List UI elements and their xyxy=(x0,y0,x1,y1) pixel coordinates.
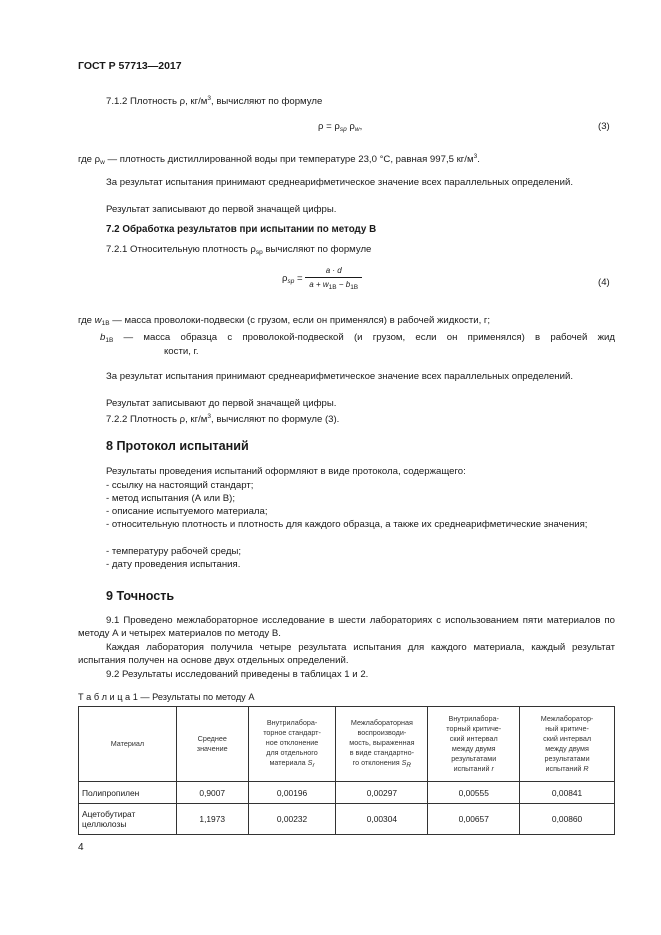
col-header-R: Межлаборатор- ный критиче- ский интервал между двумя результатами испытаний R xyxy=(520,707,615,782)
results-table xyxy=(78,706,615,835)
document-header: ГОСТ Р 57713—2017 xyxy=(78,60,182,72)
table-row xyxy=(79,782,615,804)
where-w1b: где $w_{1B}$ — масса проволоки-подвески (с грузом, если он применялся) в рабочей жидкости, г; xyxy=(78,315,491,327)
page-number: 4 xyxy=(78,842,84,853)
cell-mean: 1,1973 xyxy=(176,804,248,835)
result-paragraph-4: Результат записывают до первой значащей цифры. xyxy=(106,398,337,409)
col-header-sr: Внутрилабора- торное стандарт- ное отклонение для отдельного материала $S_r$ xyxy=(248,707,336,782)
protocol-item-2: - метод испытания (А или В); xyxy=(106,493,236,504)
cell-SR: 0,00304 xyxy=(336,804,428,835)
clause-9-1-b: Каждая лаборатория получила четыре результата испытания для каждого материала, каждый результат испытания получен на основе двух отдельных определений. xyxy=(78,642,615,666)
clause-7-2-1: 7.2.1 Относительную плотность $\rho_{sp}$ вычисляют по формуле xyxy=(106,244,372,256)
protocol-item-6: - дату проведения испытания. xyxy=(106,559,241,570)
table-header-row xyxy=(79,707,615,782)
clause-9-1: 9.1 Проведено межлабораторное исследование в шести лабораториях с использованием пяти материалов по методу А и четырех материалов по методу В. xyxy=(78,615,615,639)
equation-number-3: (3) xyxy=(598,121,610,132)
result-paragraph-2: Результат записывают до первой значащей цифры. xyxy=(106,204,337,215)
result-paragraph-1: За результат испытания принимают среднеарифметическое значение всех параллельных определений. xyxy=(106,177,573,188)
equation-number-4: (4) xyxy=(598,277,610,288)
formula-4-fraction: $\frac{a \cdot d}{a + w_{1B} - b_{1B}}$ xyxy=(305,266,362,291)
result-paragraph-3: За результат испытания принимают среднеарифметическое значение всех параллельных определений. xyxy=(106,371,573,382)
cell-R: 0,00841 xyxy=(520,782,615,804)
where-b1b-continued: кости, г. xyxy=(164,346,199,357)
protocol-item-4: - относительную плотность и плотность для каждого образца, а также их среднеарифметические значения; xyxy=(106,519,588,530)
cell-sr: 0,00196 xyxy=(248,782,336,804)
cell-material: Полипропилен xyxy=(79,782,177,804)
cell-mean: 0,9007 xyxy=(176,782,248,804)
cell-material: Ацетобутират целлюлозы xyxy=(79,804,177,835)
col-header-material: Материал xyxy=(79,707,177,782)
table-row xyxy=(79,804,615,835)
col-header-SR: Межлабораторная воспроизводи- мость, выраженная в виде стандартно- го отклонения $S_R$ xyxy=(336,707,428,782)
section-8-heading: 8 Протокол испытаний xyxy=(106,439,249,453)
protocol-item-1: - ссылку на настоящий стандарт; xyxy=(106,480,254,491)
protocol-item-3: - описание испытуемого материала; xyxy=(106,506,268,517)
protocol-item-5: - температуру рабочей среды; xyxy=(106,546,242,557)
table-1-caption: Т а б л и ц а 1 — Результаты по методу А xyxy=(78,692,255,702)
cell-SR: 0,00297 xyxy=(336,782,428,804)
cell-r: 0,00555 xyxy=(428,782,520,804)
col-header-r: Внутрилабора- торный критиче- ский интервал между двумя результатами испытаний r xyxy=(428,707,520,782)
where-rho-w: где $\rho_w$ — плотность дистиллированной воды при температуре 23,0 °C, равная 997,5 $кг/м^3$. xyxy=(78,153,480,166)
clause-7-2-2: 7.2.2 Плотность ρ, $кг/м^3$, вычисляют по формуле (3). xyxy=(106,413,340,425)
section-9-heading: 9 Точность xyxy=(106,589,175,603)
clause-7-1-2: 7.1.2 Плотность ρ, $кг/м^3$, вычисляют по формуле xyxy=(106,95,323,107)
section-7-2-heading: 7.2 Обработка результатов при испытании по методу В xyxy=(106,224,377,235)
cell-sr: 0,00232 xyxy=(248,804,336,835)
col-header-mean: Среднее значение xyxy=(176,707,248,782)
cell-R: 0,00860 xyxy=(520,804,615,835)
protocol-intro: Результаты проведения испытаний оформляют в виде протокола, содержащего: xyxy=(106,466,466,477)
formula-4: $\rho_{sp}$ = $\frac{a \cdot d}{a + w_{1B} - b_{1B}}$ xyxy=(282,266,362,291)
clause-9-2: 9.2 Результаты исследований приведены в таблицах 1 и 2. xyxy=(106,669,369,680)
cell-r: 0,00657 xyxy=(428,804,520,835)
formula-3: $\rho = \rho_{sp}$ $\rho_w$, xyxy=(318,121,363,133)
where-b1b: $b_{1B}$ — масса образца с проволокой-подвеской (и грузом, если он применялся) в рабочей жид xyxy=(100,332,615,344)
